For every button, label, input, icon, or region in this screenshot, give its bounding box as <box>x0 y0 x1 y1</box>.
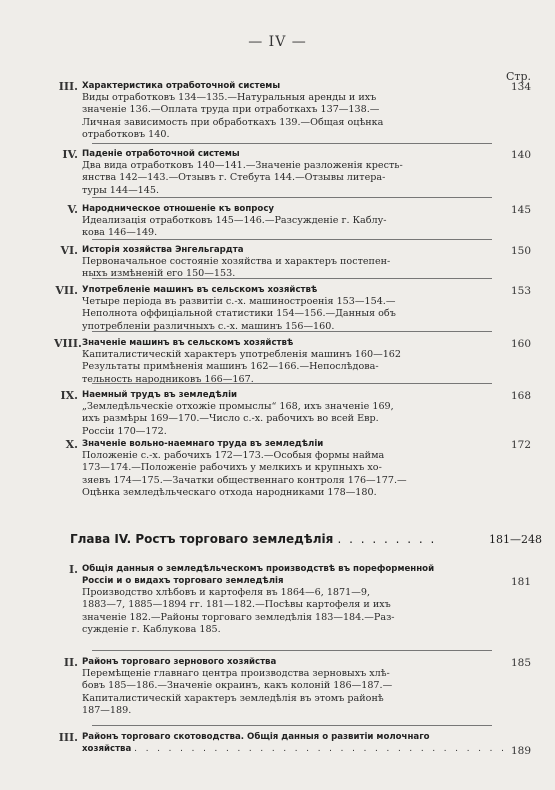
toc-entry-7[interactable] <box>55 284 502 333</box>
page-number: — IV — <box>248 34 307 50</box>
page-ref: 181 <box>510 576 531 588</box>
section-summary: Производство хлѣбовъ и картофеля въ 1864—6, 1871—9, 1883—7, 1885—1894 гг. 181—182.—Посѣвы картофеля и ихъ значеніе 182.—Районы торговаго земледѣлія 183—184.—Раз- сужденіе г. Каблукова 185. <box>82 587 395 636</box>
section-number: V. <box>67 203 78 216</box>
chapter-title: Глава IV. Ростъ торговаго земледѣлія <box>70 532 334 546</box>
section-title: Паденіе отработочной системы <box>82 149 240 159</box>
section-summary: „Земледѣльческіе отхожіе промыслы“ 168, ихъ значеніе 169, ихъ размѣры 169—170.—Число с.-х. рабочихъ во всей Евр. Россіи 170—172. <box>82 401 394 437</box>
page-ref: 168 <box>510 390 531 402</box>
page-ref: 150 <box>510 245 531 257</box>
toc-entry-3[interactable] <box>58 80 502 142</box>
page-ref: 145 <box>510 204 531 216</box>
section-title: Наемный трудъ въ земледѣліи <box>82 390 238 400</box>
chapter-heading[interactable] <box>70 532 542 546</box>
page-ref: 153 <box>510 285 531 297</box>
section-number: IX. <box>60 389 78 402</box>
section-summary: Капиталистическій характеръ употребленія машинъ 160—162 Результаты примѣненія машинъ 162—166.—Непослѣдова- тельность народниковъ 166—167. <box>82 349 402 385</box>
section-number: VIII. <box>54 337 82 350</box>
section-summary: Перемѣщеніе главнаго центра производства зерновыхъ хлѣ- бовъ 185—186.—Значеніе окраинъ, какъ колоній 186—187.— Капиталистическій характеръ земледѣлія въ этомъ районѣ 187—189. <box>82 668 393 717</box>
divider <box>92 725 492 726</box>
divider <box>92 383 492 384</box>
page-column-heading: Стр. <box>505 70 531 83</box>
section-number: II. <box>63 656 78 669</box>
section-summary: Виды отработковъ 134—135.—Натуральныя аренды и ихъ значеніе 136.—Оплата труда при отработкахъ 137—138.— Личная зависимость при обработкахъ 139.—Общая оцѣнка отработковъ 140. <box>82 92 384 141</box>
page-ref: 185 <box>510 657 531 669</box>
toc-entry-b2[interactable] <box>63 656 502 718</box>
section-title: Народническое отношеніе къ вопросу <box>82 204 275 214</box>
toc-entry-8[interactable] <box>54 337 502 386</box>
toc-entry-6[interactable] <box>60 244 502 281</box>
divider <box>92 650 492 651</box>
leader-dots: . . . . . . . . . <box>337 532 437 546</box>
toc-entry-b3[interactable] <box>58 731 507 755</box>
toc-entry-b1[interactable] <box>69 563 502 637</box>
section-title: Исторія хозяйства Энгельгардта <box>82 245 244 255</box>
toc-entry-5[interactable] <box>67 203 502 240</box>
section-number: X. <box>65 438 78 451</box>
section-title: Общія данныя о земледѣльческомъ производствѣ въ пореформенной Россіи и о видахъ торговаго земледѣлія <box>82 564 435 586</box>
divider <box>92 197 492 198</box>
divider <box>92 239 492 240</box>
page-ref: 189 <box>510 745 531 757</box>
section-number: VI. <box>60 244 78 257</box>
section-number: I. <box>69 563 78 576</box>
page-ref: 134 <box>510 81 531 93</box>
section-title: Районъ торговаго скотоводства. Общія данныя о развитіи молочнаго хозяйства . . . . . . . . . . . . . . . . . . . . . . . . . . . . . . . . . <box>82 732 507 754</box>
section-title: Значеніе машинъ въ сельскомъ хозяйствѣ <box>82 338 294 348</box>
section-summary: Первоначальное состояніе хозяйства и характеръ постепен- ныхъ измѣненій его 150—153. <box>82 256 391 280</box>
section-summary: Идеализація отработковъ 145—146.—Разсужденіе г. Каблу- кова 146—149. <box>82 215 387 239</box>
section-summary: Четыре періода въ развитіи с.-х. машиностроенія 153—154.— Неполнота оффиціальной статистики 154—156.—Данныя объ употребленіи различныхъ с.-х. машинъ 156—160. <box>82 296 396 332</box>
page-ref: 160 <box>510 338 531 350</box>
section-number: III. <box>58 731 78 744</box>
section-number: VII. <box>55 284 78 297</box>
section-number: IV. <box>62 148 78 161</box>
divider <box>92 278 492 279</box>
page-ref: 172 <box>510 439 531 451</box>
toc-entry-4[interactable] <box>62 148 502 197</box>
section-title: Значеніе вольно-наемнаго труда въ земледѣліи <box>82 439 324 449</box>
section-number: III. <box>58 80 78 93</box>
divider <box>92 331 492 332</box>
section-title: Характеристика отработочной системы <box>82 81 281 91</box>
page-ref: 140 <box>510 149 531 161</box>
toc-entry-10[interactable] <box>65 438 502 500</box>
section-title: Употребленіе машинъ въ сельскомъ хозяйствѣ <box>82 285 318 295</box>
section-title: Районъ торговаго зернового хозяйства <box>82 657 277 667</box>
chapter-page-range: 181—248 <box>489 533 542 546</box>
section-summary: Два вида отработковъ 140—141.—Значеніе разложенія кресть- янства 142—143.—Отзывъ г. Стебута 144.—Отзывы литера- туры 144—145. <box>82 160 403 196</box>
divider <box>92 143 492 144</box>
toc-entry-9[interactable] <box>60 389 502 438</box>
section-summary: Положеніе с.-х. рабочихъ 172—173.—Особыя формы найма 173—174.—Положеніе рабочихъ у мелкихъ и крупныхъ хо- зяевъ 174—175.—Зачатки общественнаго контроля 176—177.— Оцѣнка земледѣльческаго отхода народниками 178—180. <box>82 450 407 499</box>
